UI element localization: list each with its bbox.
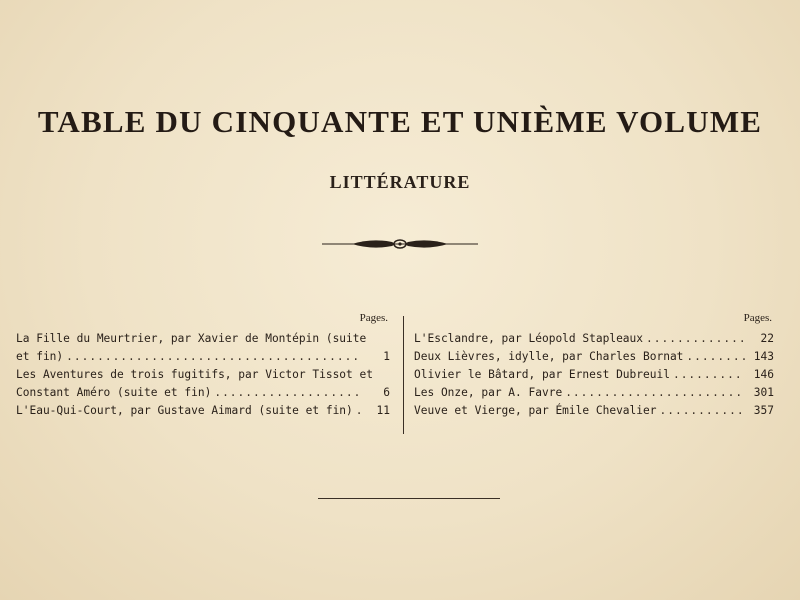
leader-dots xyxy=(66,348,361,366)
leader-dots xyxy=(686,348,745,366)
toc-entry xyxy=(414,330,774,348)
entry-line: Deux Lièvres, idylle, par Charles Bornat xyxy=(414,350,684,363)
page-number: 11 xyxy=(376,404,390,417)
page-number: 357 xyxy=(753,404,774,417)
page-number: 143 xyxy=(753,350,774,363)
page-number: 146 xyxy=(753,368,774,381)
column-divider xyxy=(403,316,404,434)
leader-dots xyxy=(356,402,361,420)
leader-dots xyxy=(646,330,745,348)
leader-dots xyxy=(659,402,745,420)
toc-left-column xyxy=(16,312,390,420)
page-number: 6 xyxy=(383,386,390,399)
toc-entry xyxy=(414,402,774,420)
pages-header: Pages. xyxy=(359,312,388,324)
leader-dots xyxy=(673,366,745,384)
leader-dots xyxy=(565,384,745,402)
toc-entry xyxy=(16,402,390,420)
entry-line: L'Eau-Qui-Court, par Gustave Aimard (suite et fin) xyxy=(16,404,353,417)
entry-line: et fin) xyxy=(16,350,64,363)
entry-line: L'Esclandre, par Léopold Stapleaux xyxy=(414,332,644,345)
leader-dots xyxy=(214,384,361,402)
toc-right-column xyxy=(414,312,774,420)
page-number: 1 xyxy=(383,350,390,363)
bottom-rule xyxy=(318,498,500,499)
page-number: 22 xyxy=(760,332,774,345)
decorative-ornament-icon xyxy=(322,236,478,252)
entry-line: Les Onze, par A. Favre xyxy=(414,386,563,399)
entry-line: La Fille du Meurtrier, par Xavier de Montépin (suite xyxy=(16,332,367,345)
toc-entry xyxy=(16,330,390,366)
toc-entry xyxy=(414,384,774,402)
entry-line: Constant Améro (suite et fin) xyxy=(16,386,212,399)
pages-header: Pages. xyxy=(743,312,772,324)
entry-line: Olivier le Bâtard, par Ernest Dubreuil xyxy=(414,368,670,381)
page-number: 301 xyxy=(753,386,774,399)
toc-entry xyxy=(414,348,774,366)
entry-line: Veuve et Vierge, par Émile Chevalier xyxy=(414,404,657,417)
page-title: TABLE DU CINQUANTE ET UNIÈME VOLUME xyxy=(37,104,763,139)
toc-entry xyxy=(414,366,774,384)
toc-entry xyxy=(16,366,390,402)
section-heading: LITTÉRATURE xyxy=(329,172,471,192)
entry-line: Les Aventures de trois fugitifs, par Victor Tissot et xyxy=(16,368,373,381)
